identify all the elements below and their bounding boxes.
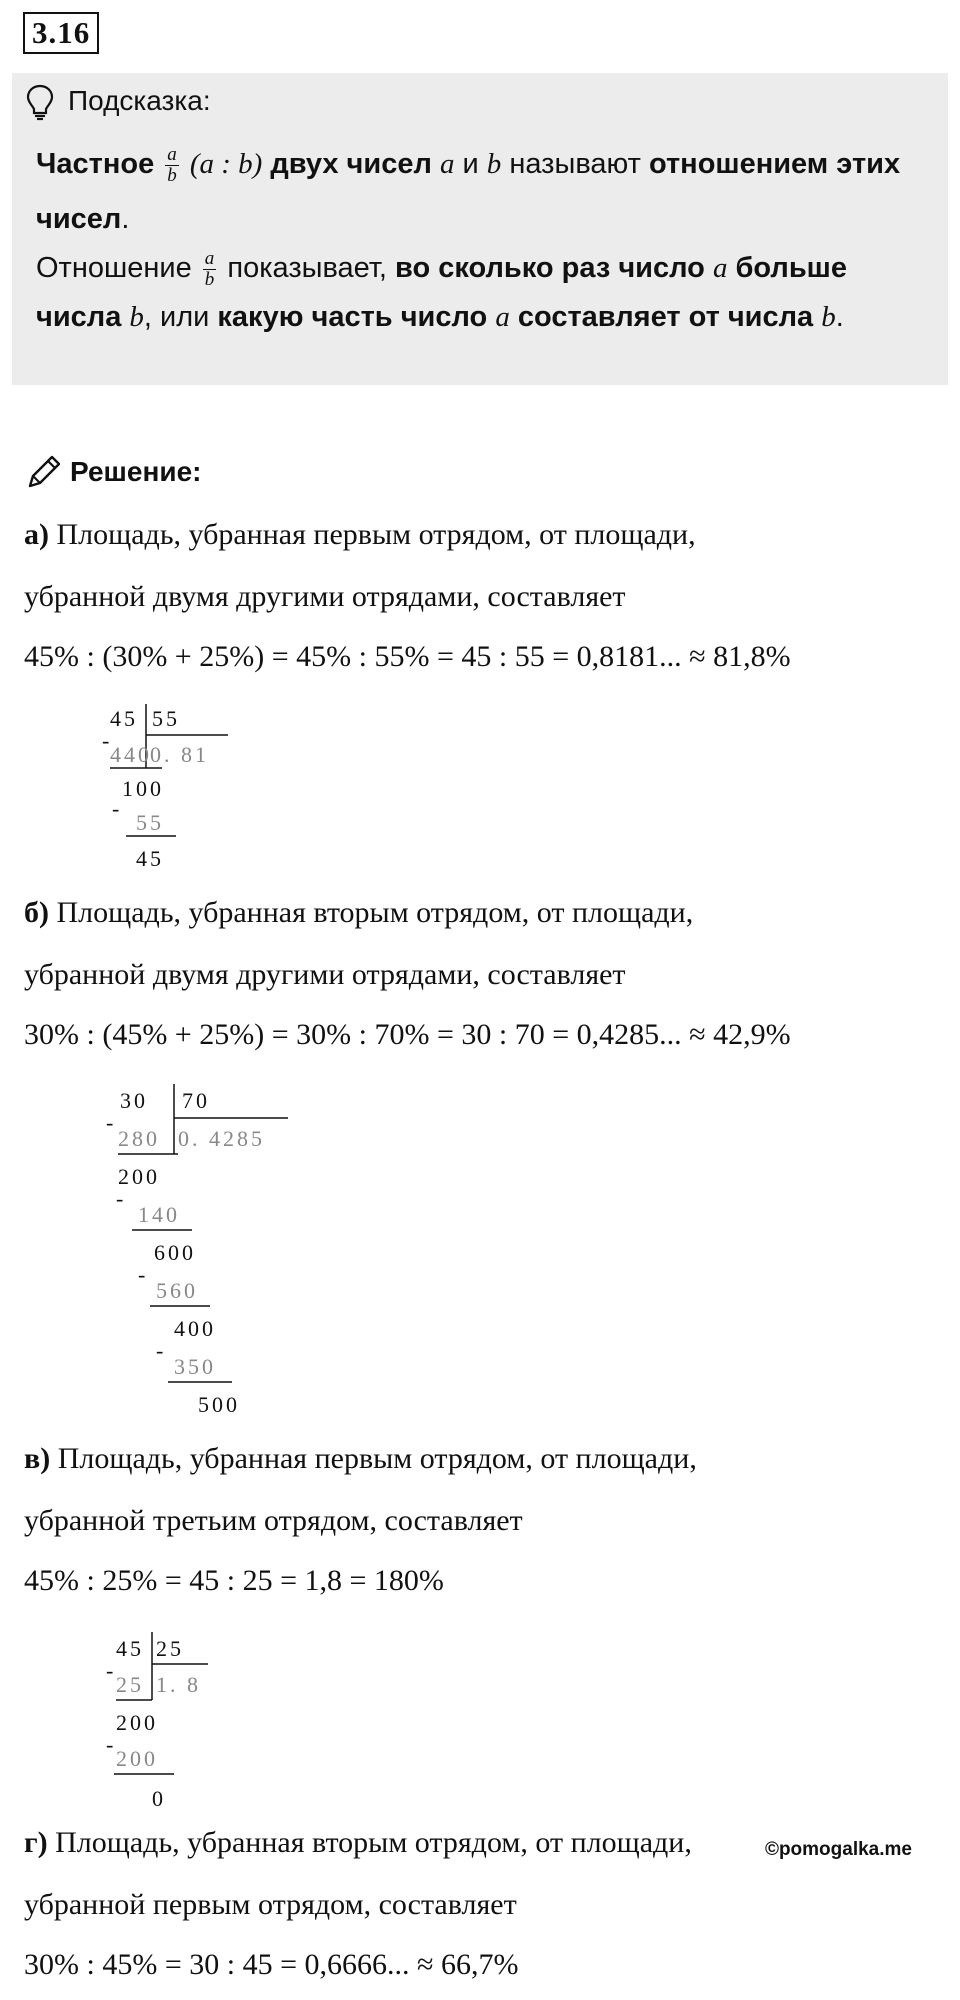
- part-c-line-1: в) Площадь, убранная первым отрядом, от площади,: [24, 1442, 697, 1475]
- solution-title: Решение:: [70, 456, 202, 487]
- svg-text:-: -: [102, 728, 113, 753]
- lightbulb-icon: [26, 83, 54, 126]
- remainder: 45: [136, 846, 164, 871]
- svg-text:-: -: [106, 1732, 117, 1757]
- remainder: 200: [116, 1710, 158, 1735]
- part-a-line-2: убранной двумя другими отрядами, составляет: [24, 580, 626, 613]
- svg-text:-: -: [138, 1262, 149, 1287]
- subtrahend: 560: [156, 1278, 198, 1303]
- hint-paren: (a : b): [189, 148, 263, 181]
- part-b-line-2: убранной двумя другими отрядами, составляет: [24, 958, 626, 991]
- divisor: 55: [152, 706, 180, 731]
- pencil-icon: [24, 452, 64, 497]
- hint-line-4: числа b, или какую часть число a составляет от числа b.: [36, 301, 844, 333]
- long-division-a: [100, 700, 240, 875]
- hint-term: Частное: [36, 148, 155, 181]
- svg-text:-: -: [106, 1658, 117, 1683]
- dividend: 30: [120, 1088, 148, 1113]
- svg-text:-: -: [106, 1110, 117, 1135]
- divisor: 70: [182, 1088, 210, 1113]
- watermark: ©pomogalka.me: [764, 1839, 912, 1860]
- part-d-line-2: убранной первым отрядом, составляет: [24, 1888, 517, 1921]
- remainder: 100: [122, 776, 164, 801]
- part-c-formula: 45% : 25% = 45 : 25 = 1,8 = 180%: [24, 1564, 444, 1597]
- long-division-c: [104, 1626, 234, 1816]
- dividend: 45: [110, 706, 138, 731]
- dividend: 45: [116, 1636, 144, 1661]
- remainder: 500: [198, 1392, 240, 1417]
- quotient: 1. 8: [156, 1672, 201, 1697]
- hint-line-2: чисел.: [36, 203, 130, 235]
- svg-text:-: -: [116, 1186, 127, 1211]
- subtrahend: 140: [138, 1202, 180, 1227]
- subtrahend: 440: [110, 742, 152, 767]
- part-c-line-2: убранной третьим отрядом, составляет: [24, 1504, 523, 1537]
- part-b-line-1: б) Площадь, убранная вторым отрядом, от площади,: [24, 896, 694, 929]
- long-division-b: [104, 1080, 304, 1420]
- fraction: $\frac{a}{b}$: [204, 248, 215, 290]
- subtrahend: 350: [174, 1354, 216, 1379]
- quotient: 0. 4285: [178, 1126, 265, 1151]
- part-a-formula: 45% : (30% + 25%) = 45% : 55% = 45 : 55 = 0,8181... ≈ 81,8%: [24, 640, 791, 673]
- hint-title: Подсказка:: [68, 85, 211, 116]
- subtrahend: 25: [116, 1672, 144, 1697]
- subtrahend: 200: [116, 1746, 158, 1771]
- part-d-formula: 30% : 45% = 30 : 45 = 0,6666... ≈ 66,7%: [24, 1948, 519, 1981]
- subtrahend: 55: [136, 810, 164, 835]
- svg-text:-: -: [112, 796, 123, 821]
- svg-text:-: -: [156, 1338, 167, 1363]
- quotient: 0. 81: [150, 742, 209, 767]
- part-d-line-1: г) Площадь, убранная вторым отрядом, от площади,: [24, 1826, 692, 1859]
- remainder: 400: [174, 1316, 216, 1341]
- hint-line-3: Отношение $\frac{a}{b}$ показывает, во сколько раз число a больше: [36, 248, 847, 290]
- fraction: $\frac{a}{b}$: [167, 144, 177, 186]
- subtrahend: 280: [118, 1126, 160, 1151]
- part-b-formula: 30% : (45% + 25%) = 30% : 70% = 30 : 70 = 0,4285... ≈ 42,9%: [24, 1018, 791, 1051]
- remainder: 0: [152, 1786, 166, 1811]
- task-number: 3.16: [23, 12, 99, 54]
- divisor: 25: [156, 1636, 184, 1661]
- hint-box: [12, 73, 948, 385]
- remainder: 200: [118, 1164, 160, 1189]
- part-a-line-1: а) Площадь, убранная первым отрядом, от площади,: [24, 518, 696, 551]
- hint-line-1: Частное $\frac{a}{b}$ (a : b) двух чисел a и b называют отношением этих: [36, 144, 901, 186]
- remainder: 600: [154, 1240, 196, 1265]
